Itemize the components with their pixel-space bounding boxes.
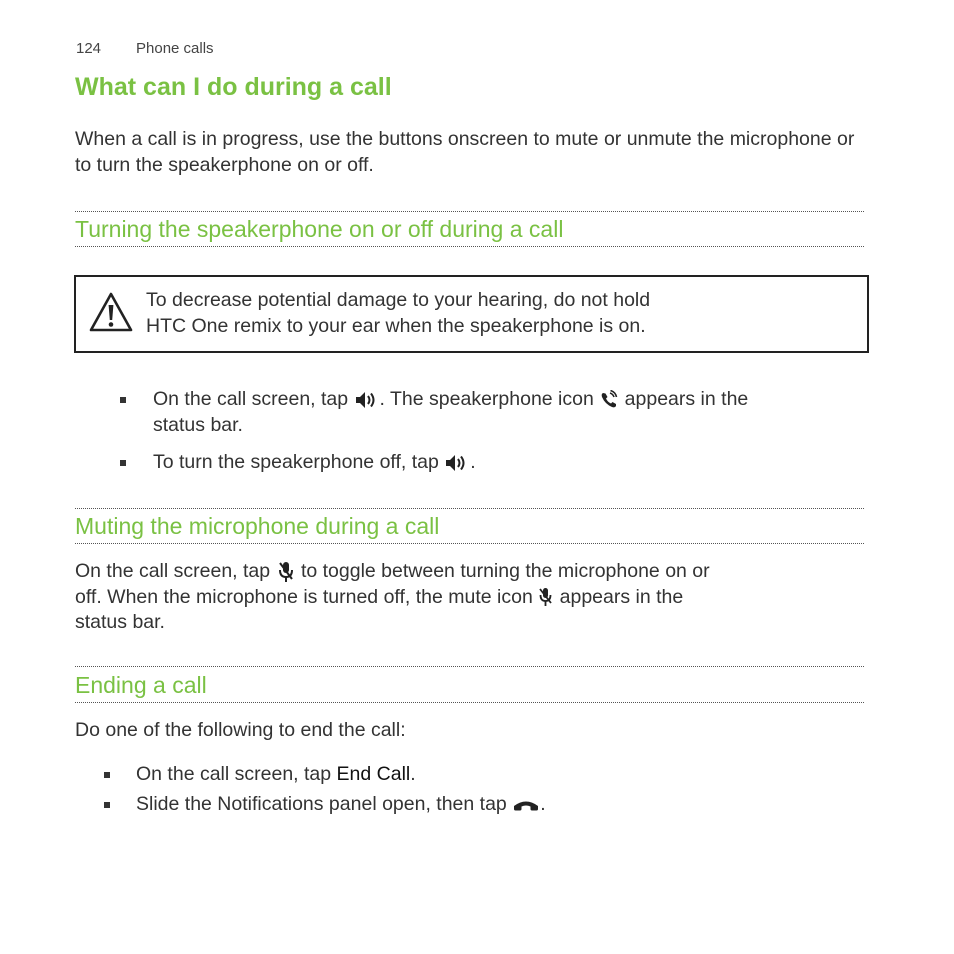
mute-paragraph: On the call screen, tap to toggle between turning the microphone on or off. When the microphone is turned off, the mute icon appears in the status bar. (75, 560, 710, 633)
bullet-square (104, 802, 110, 808)
page-number: 124 (76, 40, 102, 57)
ending-intro: Do one of the following to end the call: (75, 719, 406, 741)
warning-text (146, 288, 846, 339)
divider (75, 211, 864, 212)
warning-triangle-icon (88, 291, 134, 333)
ending-steps (104, 762, 864, 818)
ending-heading: Ending a call (75, 672, 207, 698)
page-title: What can I do during a call (75, 73, 392, 101)
divider (75, 246, 864, 247)
speakerphone-heading: Turning the speakerphone on or off during a call (75, 216, 564, 242)
warning-line: HTC One remix to your ear when the speakerphone is on. (146, 314, 646, 337)
list-item: On the call screen, tap . The speakerphone icon appears in the status bar. (120, 387, 870, 438)
page-header (76, 40, 214, 57)
end-call-icon (512, 798, 540, 812)
section-name: Phone calls (136, 40, 214, 57)
bullet-square (120, 397, 126, 403)
warning-box (74, 275, 869, 353)
microphone-mute-icon (276, 560, 296, 584)
speakerphone-status-icon (599, 390, 619, 410)
list-item: To turn the speakerphone off, tap . (120, 450, 870, 476)
list-item: On the call screen, tap End Call. (104, 762, 864, 788)
end-call-label: End Call (336, 763, 411, 785)
divider (75, 543, 864, 544)
mute-status-icon (538, 586, 554, 608)
divider (75, 666, 864, 667)
speakerphone-steps (120, 387, 870, 476)
speaker-icon (444, 453, 470, 473)
mute-heading: Muting the microphone during a call (75, 513, 440, 539)
divider (75, 508, 864, 509)
speaker-icon (354, 390, 380, 410)
divider (75, 702, 864, 703)
warning-line: To decrease potential damage to your hearing, do not hold (146, 289, 651, 311)
bullet-square (120, 460, 126, 466)
list-item: Slide the Notifications panel open, then tap . (104, 792, 864, 818)
bullet-square (104, 772, 110, 778)
intro-paragraph: When a call is in progress, use the buttons onscreen to mute or unmute the microphone or to turn the speakerphone on or off. (75, 128, 855, 176)
